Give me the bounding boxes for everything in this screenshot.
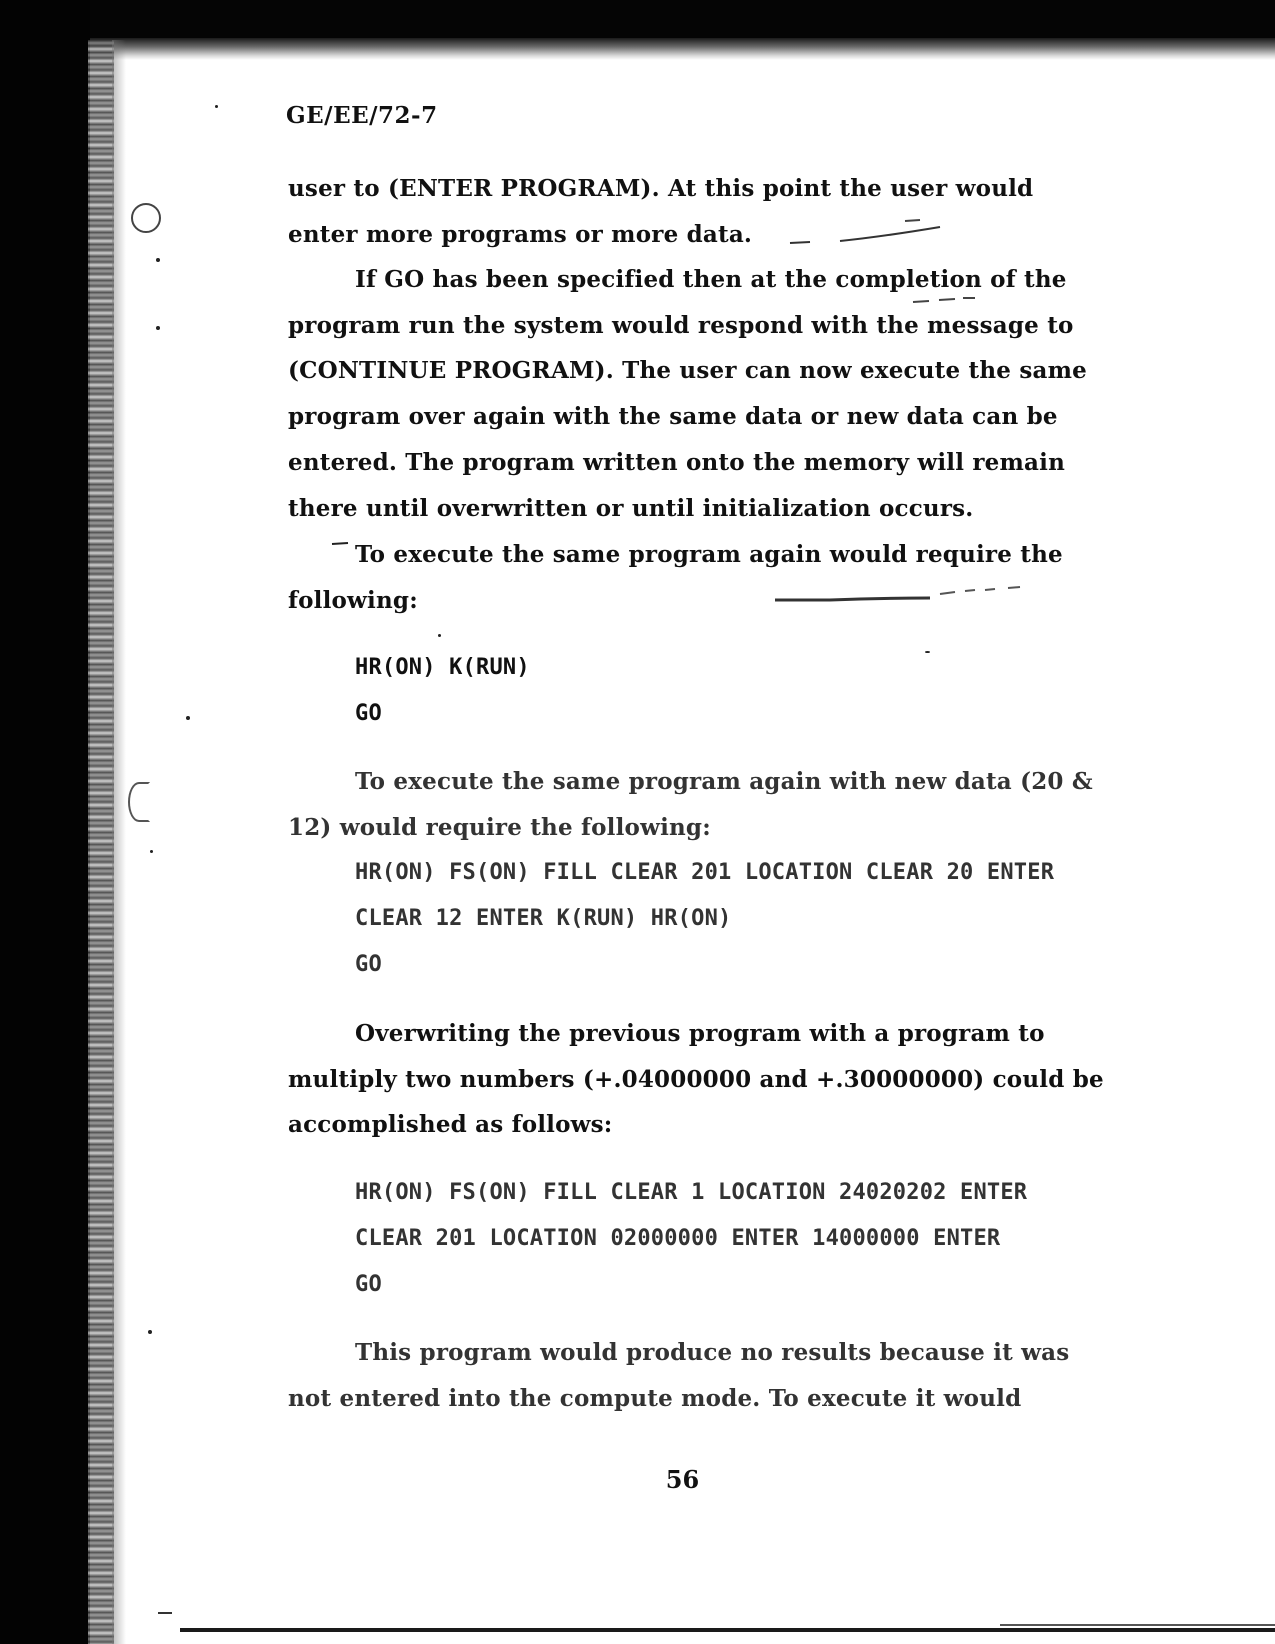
text-line: (CONTINUE PROGRAM). The user can now execute the same xyxy=(288,357,1087,384)
scan-bottom-edge-right xyxy=(1000,1624,1275,1626)
scan-speck xyxy=(438,634,441,637)
punch-hole xyxy=(131,203,161,233)
text-line: Overwriting the previous program with a program to xyxy=(355,1020,1045,1047)
pencil-mark xyxy=(770,580,1030,610)
text-line: entered. The program written onto the memory will remain xyxy=(288,449,1066,476)
scan-speck xyxy=(150,850,153,853)
text-line: not entered into the compute mode. To execute it would xyxy=(288,1385,1022,1412)
text-line: This program would produce no results because it was xyxy=(355,1339,1070,1366)
scan-left-border xyxy=(0,0,90,1644)
text-line: multiply two numbers (+.04000000 and +.30000000) could be xyxy=(288,1066,1104,1093)
page-number: 56 xyxy=(665,1465,700,1494)
text-line: If GO has been specified then at the completion of the xyxy=(355,266,1067,293)
scan-speck xyxy=(156,326,160,330)
punch-hole xyxy=(128,782,150,822)
text-line: accomplished as follows: xyxy=(288,1111,613,1138)
pencil-mark xyxy=(330,540,352,550)
scan-bottom-mark xyxy=(158,1612,172,1614)
text-line: To execute the same program again would require the xyxy=(355,541,1063,568)
scan-speck xyxy=(215,105,218,108)
scan-binding-shadow xyxy=(112,40,126,1644)
code-line: GO xyxy=(355,701,382,726)
text-line: there until overwritten or until initialization occurs. xyxy=(288,495,974,522)
code-line: GO xyxy=(355,952,382,977)
text-line: 12) would require the following: xyxy=(288,814,711,841)
scan-top-shadow xyxy=(90,38,1275,60)
scan-speck xyxy=(925,651,930,653)
pencil-mark xyxy=(780,215,950,255)
scan-speck xyxy=(186,716,190,720)
text-line: To execute the same program again with new data (20 & xyxy=(355,768,1093,795)
text-line: user to (ENTER PROGRAM). At this point the user would xyxy=(288,175,1034,202)
scan-bottom-edge xyxy=(180,1628,1275,1632)
code-line: HR(ON) K(RUN) xyxy=(355,655,530,680)
text-line: enter more programs or more data. xyxy=(288,221,753,248)
text-line: program run the system would respond with the message to xyxy=(288,312,1074,339)
code-line: GO xyxy=(355,1272,382,1297)
text-line: program over again with the same data or new data can be xyxy=(288,403,1058,430)
code-line: CLEAR 12 ENTER K(RUN) HR(ON) xyxy=(355,906,732,931)
scan-speck xyxy=(148,1330,152,1334)
text-line: following: xyxy=(288,587,418,614)
scan-speck xyxy=(156,258,160,262)
document-code: GE/EE/72-7 xyxy=(286,102,438,129)
scan-binding-edge xyxy=(88,40,114,1644)
code-line: HR(ON) FS(ON) FILL CLEAR 1 LOCATION 24020202 ENTER xyxy=(355,1180,1028,1205)
code-line: CLEAR 201 LOCATION 02000000 ENTER 14000000 ENTER xyxy=(355,1226,1001,1251)
code-line: HR(ON) FS(ON) FILL CLEAR 201 LOCATION CLEAR 20 ENTER xyxy=(355,860,1055,885)
